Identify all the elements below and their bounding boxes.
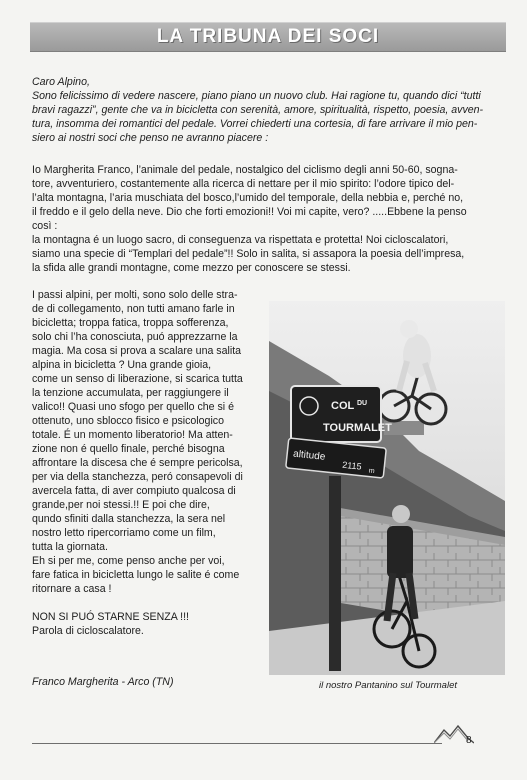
column-line: alpina in bicicletta ? Una grande gioia,: [32, 359, 212, 371]
column-line: bicicletta; troppa fatica, troppa sofferenza,: [32, 317, 229, 329]
photo-caption: il nostro Pantanino sul Tourmalet: [318, 680, 457, 691]
body-line: il freddo e il gelo della neve. Dio che forti emozioni!! Voi mi capite, vero? .....Ebbene la penso: [32, 206, 467, 218]
intro-letter: [32, 75, 504, 145]
column-line: I passi alpini, per molti, sono solo delle stra-: [32, 289, 238, 301]
column-line: solo chi l’ha conosciuta, puó apprezzarne la: [32, 331, 238, 343]
sign-altitude-label: altitude: [292, 448, 326, 463]
sign-altitude-unit: m: [368, 467, 375, 476]
column-line: fare fatica in bicicletta lungo le salite é come: [32, 569, 240, 581]
intro-line: Caro Alpino,: [32, 76, 90, 88]
intro-line: Sono felicissimo di vedere nascere, piano piano un nuovo club. Hai ragione tu, quando dici “tutti: [32, 90, 481, 102]
column-line: ritornare a casa !: [32, 583, 112, 595]
sign-name-text: TOURMALET: [323, 422, 392, 434]
sign-du-text: DU: [357, 400, 368, 407]
page-title: LA TRIBUNA DEI SOCI: [156, 26, 380, 47]
body-line: così :: [32, 220, 58, 232]
column-line: nostro letto ripercorriamo come un film,: [32, 527, 216, 539]
closing-line: Parola di cicloscalatore.: [32, 625, 144, 637]
body-line: Io Margherita Franco, l’animale del pedale, nostalgico del ciclismo degli anni 50-60, sogna-: [32, 164, 458, 176]
section-banner: [30, 22, 506, 52]
column-line: zione non é quello finale, perché bisogna: [32, 443, 225, 455]
body-line: siamo una specie di “Templari del pedale”!! Solo in salita, si assapora la poesia dell’impresa,: [32, 248, 465, 260]
column-line: affrontare la discesa che é sempre pericolsa,: [32, 457, 243, 469]
body-line: la montagna é un luogo sacro, di conseguenza va rispettata e protetta! Noi cicloscalatori,: [32, 234, 449, 246]
column-line: magia. Ma cosa si prova a scalare una salita: [32, 345, 242, 357]
author-signature: Franco Margherita - Arco (TN): [32, 676, 174, 688]
sign-altitude-value: 2115: [341, 459, 363, 472]
body-line: l’alta montagna, l’aria muschiata del bosco,l’umido del temporale, della nebbia e, perché no,: [32, 192, 464, 204]
page-number: 8: [466, 735, 472, 746]
column-line: per via della stanchezza, peró consapevoli di: [32, 471, 243, 483]
column-line: ottenuto, uno sblocco fisico e psicologico: [32, 415, 224, 427]
article-body-column: [32, 288, 262, 638]
column-line: totale. É un momento liberatorio! Ma atten-: [32, 429, 233, 441]
column-line: come un senso di liberazione, si scarica tutta: [32, 373, 243, 385]
column-line: grande,per noi stessi.!! E poi che dire,: [32, 499, 210, 511]
column-line: valico!! Quasi uno sfogo per quello che si é: [32, 401, 234, 413]
intro-line: siero ai nostri soci che penso ne avranno piacere :: [32, 132, 269, 144]
column-line: avercela fatta, di aver compiuto qualcosa di: [32, 485, 236, 497]
column-line: tutta la giornata.: [32, 541, 108, 553]
body-line: la sfida alle grandi montagne, come mezzo per conoscere se stessi.: [32, 262, 351, 274]
body-line: tore, avventuriero, costantemente alla ricerca di nettare per il mio spirito: l’odore tipico del-: [32, 178, 455, 190]
intro-line: tura, insomma dei romantici del pedale. Vorrei chiederti una cortesia, di fare arrivare il mio pen-: [32, 118, 478, 130]
tourmalet-photo: [269, 301, 505, 675]
sign-col-text: COL: [331, 400, 355, 412]
article-body-top: [32, 163, 504, 275]
column-line: qundo sfiniti dalla stanchezza, la sera nel: [32, 513, 226, 525]
closing-line: NON SI PUÓ STARNE SENZA !!!: [32, 611, 189, 623]
col-du-tourmalet-sign: [291, 386, 392, 442]
column-line: Eh si per me, come penso anche per voi,: [32, 555, 225, 567]
intro-line: bravi ragazzi”, gente che va in bicicletta con serenità, amore, spiritualità, rispetto, poesia, avven-: [32, 104, 484, 116]
column-line: de di collegamento, non tutti amano farle in: [32, 303, 235, 315]
column-line: la tenzione accumulata, per raggiungere il: [32, 387, 229, 399]
footer-divider: [32, 743, 442, 744]
